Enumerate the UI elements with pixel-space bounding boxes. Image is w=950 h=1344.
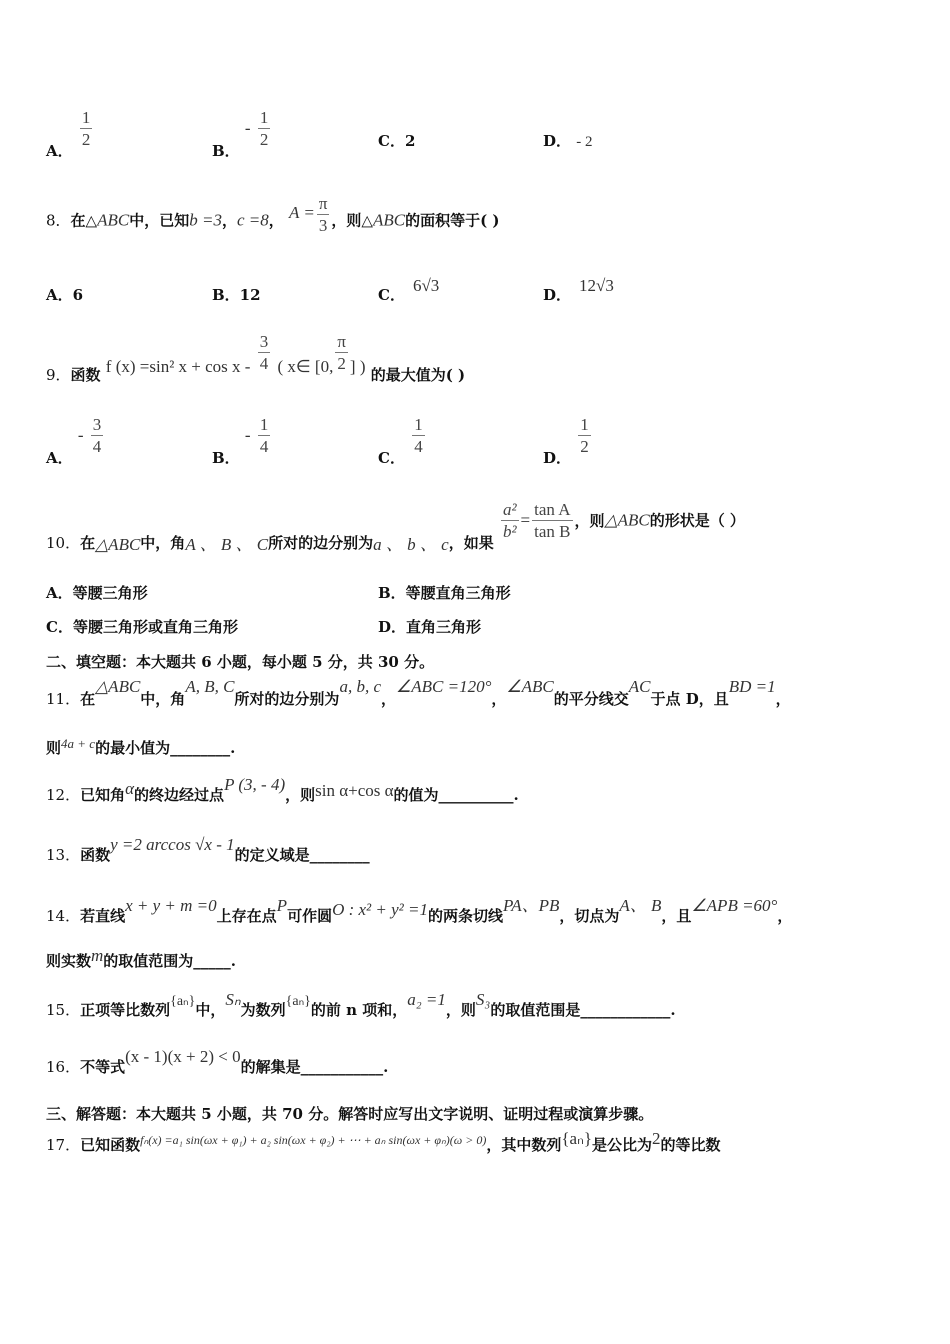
q15-text: 中， [195, 1001, 226, 1019]
q8-text: ，则△ [331, 211, 373, 230]
q14-text: ，且 [661, 907, 692, 925]
numerator: 1 [81, 108, 91, 127]
option-label: A． [46, 448, 73, 467]
numerator: 1 [259, 415, 269, 434]
numerator: 1 [580, 415, 589, 434]
q11-text: 则 [46, 739, 62, 757]
q10-option-a: A．等腰三角形 [46, 584, 148, 602]
q10-triangle: △ABC [95, 534, 141, 554]
q14-text: 的两条切线 [428, 907, 504, 925]
q11-angle: ∠ABC [506, 677, 554, 696]
option-label: C． [378, 132, 405, 150]
q7-option-a [46, 108, 94, 160]
option-label: B． [212, 448, 240, 467]
q15-text: 的前 n 项和， [310, 1001, 408, 1019]
q15-text: ，则 [445, 1001, 476, 1019]
q14-m: m [91, 946, 104, 965]
denominator: 2 [81, 130, 91, 149]
q9-a-fraction [91, 415, 104, 458]
q9-option-d [543, 415, 593, 467]
q14-circle: O : x² + y² =1 [332, 900, 428, 919]
q10-option-b: B．等腰直角三角形 [378, 584, 511, 602]
q7-a-fraction [80, 108, 93, 151]
q12-point: P (3, - 4) [224, 775, 286, 794]
q8-c-value: c =8 [236, 210, 269, 230]
denominator: 4 [259, 437, 269, 456]
q7-option-c [378, 130, 415, 151]
q11-angle-value: ∠ABC =120° [396, 677, 492, 696]
option-label: B． [212, 141, 240, 160]
option-label: D． [543, 448, 572, 467]
q9-option-a [46, 415, 105, 467]
denominator: 2 [580, 437, 589, 456]
q10-text: ，则 [574, 511, 605, 530]
minus-sign: - [77, 425, 84, 445]
section-2-heading: 二、填空题：本大题共 6 小题，每小题 5 分，共 30 分。 [46, 653, 435, 671]
option-value: - 2 [576, 134, 593, 150]
q8-option-d [543, 276, 614, 305]
denominator: 4 [92, 437, 102, 456]
denominator: 2 [337, 354, 346, 373]
q9-option-c [378, 415, 427, 467]
numerator: π [337, 332, 346, 351]
q11-text: ， [775, 690, 791, 708]
q14-text: ， [777, 907, 793, 925]
q9-fraction [258, 332, 271, 375]
q14-text: 可作圆 [287, 907, 333, 925]
question-number: 17． [46, 1136, 81, 1154]
option-label: D． [543, 286, 572, 304]
question-16 [46, 1046, 389, 1076]
option-value: 2 [404, 132, 416, 150]
q11-triangle: △ABC [95, 677, 141, 696]
q15-a2-value: a₂ =1 [407, 990, 446, 1009]
q8-option-a: A．6 [46, 286, 84, 304]
q17-text: ，其中数列 [486, 1136, 562, 1154]
q10-fraction-tan [532, 500, 572, 543]
question-9 [46, 332, 466, 384]
q15-sequence: {aₙ} [285, 994, 311, 1009]
q15-blank-text: 的取值范围是____________. [490, 1001, 676, 1019]
q14-text: 上存在点 [216, 907, 277, 925]
q14-text: ，切点为 [559, 907, 620, 925]
minus-sign: - [244, 425, 251, 445]
q10-fraction-ab [501, 500, 519, 543]
q10-triangle: △ABC [604, 510, 650, 530]
q15-sum: Sₙ [225, 990, 241, 1009]
question-number: 14． [46, 907, 81, 925]
q15-s3: S₃ [475, 990, 491, 1009]
q9-d-fraction [578, 415, 591, 458]
question-number: 11． [46, 690, 81, 708]
q11-sides: a, b, c [339, 677, 381, 696]
q8-triangle: ABC [97, 210, 130, 230]
q10-angles: A 、 B 、 C [185, 534, 269, 554]
q10-text: 所对的边分别为 [268, 533, 374, 552]
question-number: 16． [46, 1058, 81, 1076]
q14-text: 若直线 [80, 907, 126, 925]
q8-fraction [317, 194, 330, 237]
q8-b-value: b =3 [189, 210, 222, 230]
q11-text: 中，角 [140, 690, 186, 708]
option-label: A． [46, 141, 73, 160]
q11-text: 在 [80, 690, 96, 708]
q11-segment-ac: AC [628, 677, 651, 696]
question-13 [46, 834, 370, 864]
q8-triangle: ABC [372, 210, 406, 230]
q10-sides: a 、 b 、 c [373, 534, 449, 554]
option-value: 12√3 [579, 276, 614, 295]
question-14 [46, 891, 793, 925]
minus-sign: - [244, 118, 251, 138]
q7-option-d [543, 130, 593, 151]
q17-text: 的等比数 [660, 1136, 721, 1154]
question-number: 12． [46, 786, 81, 804]
q12-blank-text: 的值为__________. [393, 786, 519, 804]
q8-option-b: B．12 [212, 286, 261, 304]
question-number: 8． [46, 211, 71, 230]
q16-inequality: (x - 1)(x + 2) < 0 [125, 1047, 241, 1066]
equals-sign: = [520, 510, 531, 530]
q11-comma: ， [380, 690, 396, 708]
q13-blank-text: 的定义域是________ [234, 846, 370, 864]
q11-text: 的平分线交 [553, 690, 629, 708]
option-label: C． [378, 448, 405, 467]
q9-b-fraction [258, 415, 271, 458]
q11-segment-bd: BD =1 [728, 677, 776, 696]
q8-comma: ， [268, 211, 284, 230]
denominator: 2 [259, 130, 269, 149]
q13-text: 函数 [80, 846, 111, 864]
denominator: b² [502, 522, 517, 541]
q17-formula: fₙ(x) =a₁ sin(ωx + φ₁) + a₂ sin(ωx + φ₂) + ⋯ + aₙ sin(ωx + φₙ)(ω > 0) [140, 1133, 487, 1147]
q8-text: 在△ [70, 211, 98, 230]
q10-text: 在 [80, 533, 96, 552]
q9-formula: f (x) =sin² x + cos x - [105, 356, 251, 376]
q8-option-c [378, 276, 440, 305]
denominator: tan B [534, 522, 571, 541]
q9-option-b [212, 415, 272, 467]
question-17 [46, 1128, 721, 1154]
q10-option-d: D．直角三角形 [378, 618, 482, 636]
numerator: 1 [259, 108, 269, 127]
option-label: C． [378, 286, 405, 304]
q14-point-p: P [276, 896, 288, 915]
option-value: 6√3 [412, 276, 440, 295]
option-label: D． [543, 132, 572, 150]
q17-sequence: {aₙ} [561, 1129, 592, 1148]
q10-text: ，如果 [448, 533, 494, 552]
question-8 [46, 194, 500, 243]
numerator: 1 [414, 415, 423, 434]
q15-sequence: {aₙ} [170, 994, 196, 1009]
q11-comma: ， [491, 690, 507, 708]
question-10 [46, 500, 745, 554]
q11-blank-text: 的最小值为________. [95, 739, 236, 757]
q12-alpha: α [125, 779, 135, 798]
q16-text: 不等式 [80, 1058, 126, 1076]
denominator: 4 [414, 437, 423, 456]
q11-expression: 4a + c [61, 736, 96, 751]
denominator: 3 [318, 216, 328, 235]
q11-angles: A, B, C [185, 677, 235, 696]
q13-formula: y =2 arccos √x - 1 [110, 835, 235, 854]
numerator: a² [502, 500, 517, 519]
numerator: 3 [259, 332, 269, 351]
q15-text: 为数列 [240, 1001, 286, 1019]
q9-text: 的最大值为( ) [370, 365, 466, 384]
q17-text: 已知函数 [80, 1136, 141, 1154]
q14-angle: ∠APB =60° [691, 896, 778, 915]
numerator: tan A [534, 500, 571, 519]
question-11-line2 [46, 737, 235, 758]
q11-text: 于点 D，且 [650, 690, 729, 708]
q8-angle-a: A = [289, 202, 315, 222]
q9-formula: ( x∈ [0, [277, 356, 334, 376]
q8-text: 中，已知 [129, 211, 190, 230]
q15-text: 正项等比数列 [80, 1001, 171, 1019]
q7-b-fraction [258, 108, 271, 151]
question-number: 15． [46, 1001, 81, 1019]
q17-ratio: 2 [652, 1129, 661, 1148]
q12-expression: sin α+cos α [315, 781, 394, 800]
q14-tangents: PA、PB [503, 896, 560, 915]
q14-text: 则实数 [46, 952, 92, 970]
numerator: π [318, 194, 328, 213]
q9-formula: ] ) [349, 356, 366, 376]
q8-text: 的面积等于( ) [405, 211, 500, 230]
q9-text: 函数 [70, 365, 101, 384]
q16-blank-text: 的解集是___________. [240, 1058, 389, 1076]
question-11 [46, 676, 791, 708]
question-number: 9． [46, 365, 71, 384]
q10-text: 中，角 [140, 533, 186, 552]
question-number: 10． [46, 533, 81, 552]
q12-text: 的终边经过点 [134, 786, 225, 804]
q14-line-equation: x + y + m =0 [125, 896, 217, 915]
q7-option-b [212, 108, 272, 160]
q10-option-c: C．等腰三角形或直角三角形 [46, 618, 238, 636]
denominator: 4 [259, 354, 269, 373]
q12-text: ，则 [285, 786, 316, 804]
q17-text: 是公比为 [592, 1136, 653, 1154]
q12-text: 已知角 [80, 786, 126, 804]
q14-blank-text: 的取值范围为_____. [103, 952, 237, 970]
q9-fraction [335, 332, 348, 375]
numerator: 3 [92, 415, 102, 434]
question-14-line2 [46, 945, 237, 970]
q11-text: 所对的边分别为 [234, 690, 340, 708]
question-number: 13． [46, 846, 81, 864]
q8-comma: ， [221, 211, 237, 230]
q10-text: 的形状是（ ） [649, 511, 745, 530]
question-12 [46, 774, 519, 804]
question-15 [46, 989, 676, 1019]
q14-tangent-points: A、 B [619, 896, 662, 915]
q9-c-fraction [412, 415, 425, 458]
section-3-heading: 三、解答题：本大题共 5 小题，共 70 分。解答时应写出文字说明、证明过程或演算步骤。 [46, 1105, 654, 1123]
